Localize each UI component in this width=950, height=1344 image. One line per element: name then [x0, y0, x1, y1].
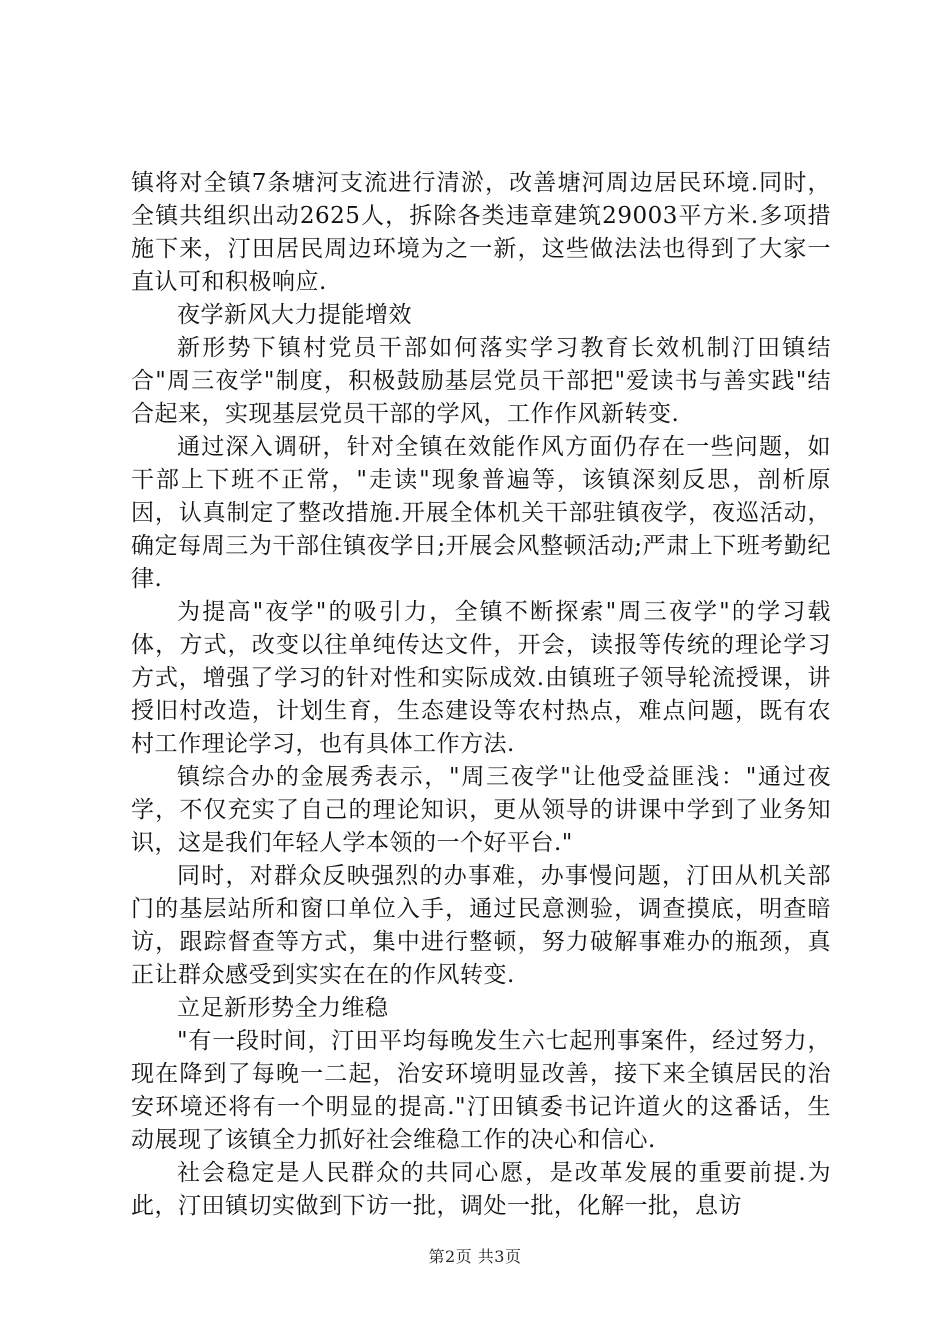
page-number-footer: 第2页 共3页: [428, 1247, 522, 1266]
document-body: [131, 167, 831, 1223]
paragraph-4: 通过深入调研，针对全镇在效能作风方面仍存在一些问题，如干部上下班不正常，"走读"现象普遍等，该镇深刻反思，剖析原因，认真制定了整改措施.开展全体机关干部驻镇夜学，夜巡活动，确定每周三为干部住镇夜学日;开展会风整顿活动;严肃上下班考勤纪律.: [131, 434, 831, 592]
paragraph-5: 为提高"夜学"的吸引力，全镇不断探索"周三夜学"的学习载体，方式，改变以往单纯传达文件，开会，读报等传统的理论学习方式，增强了学习的针对性和实际成效.由镇班子领导轮流授课，讲授旧村改造，计划生育，生态建设等农村热点，难点问题，既有农村工作理论学习，也有具体工作方法.: [131, 599, 831, 757]
paragraph-10: 社会稳定是人民群众的共同心愿，是改革发展的重要前提.为此，汀田镇切实做到下访一批，调处一批，化解一批，息访: [131, 1160, 831, 1219]
section-heading-night-study: 夜学新风大力提能增效: [177, 302, 412, 328]
section-heading-stability: 立足新形势全力维稳: [177, 995, 389, 1021]
paragraph-9: "有一段时间，汀田平均每晚发生六七起刑事案件，经过努力，现在降到了每晚一二起，治安环境明显改善，接下来全镇居民的治安环境还将有一个明显的提高."汀田镇委书记许道火的这番话，生动展现了该镇全力抓好社会维稳工作的决心和信心.: [131, 1028, 831, 1153]
paragraph-3: 新形势下镇村党员干部如何落实学习教育长效机制汀田镇结合"周三夜学"制度，积极鼓励基层党员干部把"爱读书与善实践"结合起来，实现基层党员干部的学风，工作作风新转变.: [131, 335, 831, 427]
paragraph-7: 同时，对群众反映强烈的办事难，办事慢问题，汀田从机关部门的基层站所和窗口单位入手，通过民意测验，调查摸底，明查暗访，跟踪督查等方式，集中进行整顿，努力破解事难办的瓶颈，真正让群众感受到实实在在的作风转变.: [131, 863, 831, 988]
paragraph-6: 镇综合办的金展秀表示，"周三夜学"让他受益匪浅："通过夜学，不仅充实了自己的理论知识，更从领导的讲课中学到了业务知识，这是我们年轻人学本领的一个好平台.": [131, 764, 831, 856]
paragraph-1: 镇将对全镇7条塘河支流进行清淤，改善塘河周边居民环境.同时，全镇共组织出动2625人，拆除各类违章建筑29003平方米.多项措施下来，汀田居民周边环境为之一新，这些做法法也得到了大家一直认可和积极响应.: [131, 170, 831, 295]
